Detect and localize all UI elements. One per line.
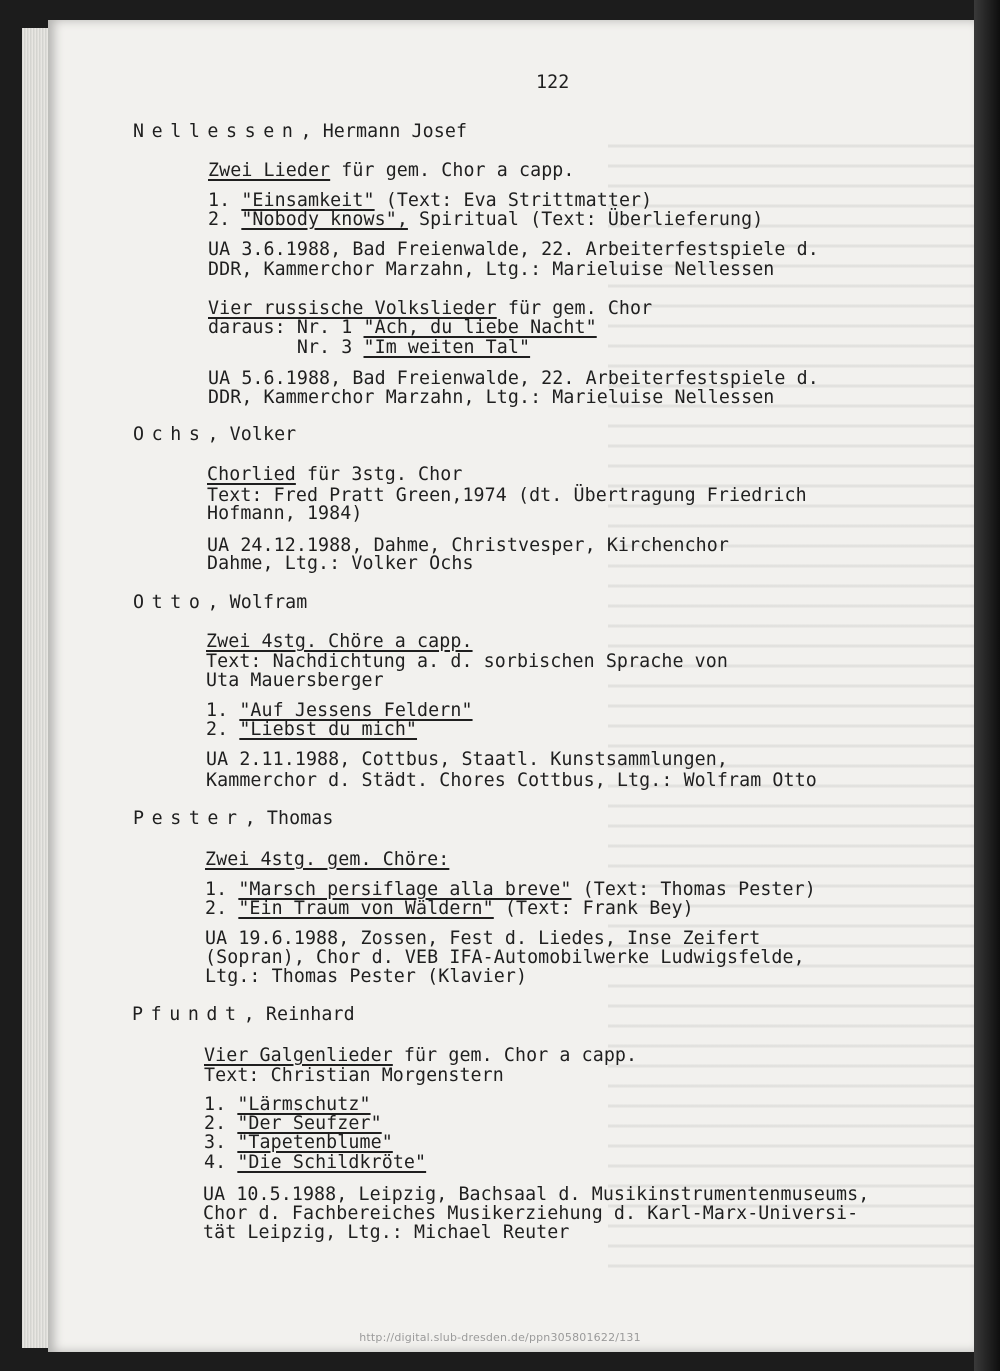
item-title: "Einsamkeit" xyxy=(241,190,375,211)
selection-title: "Ach, du liebe Nacht" xyxy=(363,317,597,338)
item-number: 1. xyxy=(205,879,228,900)
bleed-through xyxy=(608,130,1000,1280)
page-number: 122 xyxy=(536,72,570,93)
work-title: Chorlied xyxy=(207,464,296,485)
item-title: "Auf Jessens Feldern" xyxy=(239,700,473,721)
work-subtitle: für gem. Chor a capp. xyxy=(392,1045,638,1066)
item-title: "Die Schildkröte" xyxy=(237,1152,427,1173)
work-title-line xyxy=(208,161,575,181)
item-number: 1. xyxy=(206,700,229,721)
work-subtitle: für gem. Chor a capp. xyxy=(330,160,575,181)
item-number: 3. xyxy=(204,1132,227,1153)
text-credit-line: Text: Nachdichtung a. d. sorbischen Sprache von xyxy=(206,651,728,672)
premiere-line: UA 10.5.1988, Leipzig, Bachsaal d. Musikinstrumentenmuseums, xyxy=(203,1184,870,1205)
premiere-line: DDR, Kammerchor Marzahn, Ltg.: Marieluise Nellessen xyxy=(208,387,775,408)
list-item xyxy=(205,899,694,919)
work-title: Zwei Lieder xyxy=(208,160,331,181)
item-title: "Ein Traum von Wäldern" xyxy=(238,898,494,919)
composer-heading: Ochs, Volker xyxy=(133,424,297,445)
selection-line xyxy=(208,338,530,358)
composer-heading: Pester, Thomas xyxy=(133,808,334,829)
list-item xyxy=(204,1133,393,1153)
premiere-line: tät Leipzig, Ltg.: Michael Reuter xyxy=(203,1222,570,1243)
item-title: "Liebst du mich" xyxy=(239,719,418,740)
premiere-line: UA 19.6.1988, Zossen, Fest d. Liedes, Inse Zeifert xyxy=(205,928,761,949)
item-number: 1. xyxy=(208,190,231,211)
premiere-line: UA 5.6.1988, Bad Freienwalde, 22. Arbeiterfestspiele d. xyxy=(208,368,819,389)
selection-label: daraus: Nr. 1 xyxy=(208,317,364,338)
work-title: Zwei 4stg. gem. Chöre: xyxy=(205,849,450,870)
item-note: Spiritual (Text: Überlieferung) xyxy=(407,209,764,230)
list-item xyxy=(206,701,473,721)
item-number: 1. xyxy=(204,1094,227,1115)
text-credit-line: Text: Fred Pratt Green,1974 (dt. Übertragung Friedrich xyxy=(207,485,807,506)
composer-given-name: Hermann Josef xyxy=(322,121,468,142)
list-item xyxy=(208,191,652,211)
composer-surname: Pester xyxy=(133,808,245,829)
list-item xyxy=(204,1114,382,1134)
item-note: (Text: Eva Strittmatter) xyxy=(374,190,653,211)
composer-given-name: Thomas xyxy=(266,808,334,829)
item-number: 2. xyxy=(205,898,228,919)
work-subtitle: für gem. Chor xyxy=(496,298,653,319)
list-item xyxy=(204,1153,426,1173)
composer-given-name: Reinhard xyxy=(265,1004,355,1025)
source-url[interactable]: http://digital.slub-dresden.de/ppn305801622/131 xyxy=(359,1331,641,1344)
text-credit-line: Hofmann, 1984) xyxy=(207,503,363,524)
work-title: Zwei 4stg. Chöre a capp. xyxy=(206,631,473,652)
work-title-line xyxy=(206,632,473,652)
work-subtitle: für 3stg. Chor xyxy=(295,464,463,485)
item-note: (Text: Thomas Pester) xyxy=(571,879,816,900)
work-title: Vier Galgenlieder xyxy=(204,1045,393,1066)
work-title-line xyxy=(204,1046,637,1066)
list-item xyxy=(205,880,816,900)
premiere-line: Ltg.: Thomas Pester (Klavier) xyxy=(205,966,528,987)
composer-heading: Nellessen, Hermann Josef xyxy=(133,121,468,142)
item-title: "Marsch persiflage alla breve" xyxy=(238,879,572,900)
work-title: Vier russische Volkslieder xyxy=(208,298,497,319)
composer-surname: Nellessen xyxy=(133,121,301,142)
item-title: "Nobody knows", xyxy=(241,209,408,230)
text-credit-line: Text: Christian Morgenstern xyxy=(204,1065,504,1086)
composer-given-name: Volker xyxy=(229,424,297,445)
premiere-line: UA 3.6.1988, Bad Freienwalde, 22. Arbeiterfestspiele d. xyxy=(208,239,819,260)
selection-label: Nr. 3 xyxy=(208,337,364,358)
work-title-line xyxy=(205,850,449,870)
work-title-line xyxy=(208,299,652,319)
premiere-line: DDR, Kammerchor Marzahn, Ltg.: Marieluise Nellessen xyxy=(208,259,775,280)
list-item xyxy=(204,1095,371,1115)
list-item xyxy=(208,210,763,230)
item-number: 2. xyxy=(206,719,229,740)
composer-heading: Pfundt, Reinhard xyxy=(132,1004,355,1025)
text-credit-line: Uta Mauersberger xyxy=(206,670,384,691)
composer-surname: Ochs xyxy=(133,424,208,445)
composer-surname: Pfundt xyxy=(132,1004,244,1025)
premiere-line: UA 24.12.1988, Dahme, Christvesper, Kirchenchor xyxy=(207,535,729,556)
premiere-line: UA 2.11.1988, Cottbus, Staatl. Kunstsammlungen, xyxy=(206,749,728,770)
premiere-line: (Sopran), Chor d. VEB IFA-Automobilwerke Ludwigsfelde, xyxy=(205,947,805,968)
premiere-line: Kammerchor d. Städt. Chores Cottbus, Ltg.: Wolfram Otto xyxy=(206,770,817,791)
item-number: 2. xyxy=(208,209,231,230)
selection-title: "Im weiten Tal" xyxy=(363,337,531,358)
item-note: (Text: Frank Bey) xyxy=(493,898,694,919)
work-title-line xyxy=(207,465,462,485)
scan-border xyxy=(974,0,1000,1371)
item-number: 4. xyxy=(204,1152,227,1173)
item-title: "Lärmschutz" xyxy=(237,1094,371,1115)
item-number: 2. xyxy=(204,1113,227,1134)
item-title: "Tapetenblume" xyxy=(237,1132,393,1153)
composer-surname: Otto xyxy=(133,592,208,613)
premiere-line: Chor d. Fachbereiches Musikerziehung d. Karl-Marx-Universi- xyxy=(203,1203,859,1224)
list-item xyxy=(206,720,417,740)
composer-given-name: Wolfram xyxy=(229,592,308,613)
premiere-line: Dahme, Ltg.: Volker Ochs xyxy=(207,553,474,574)
selection-line xyxy=(208,318,597,338)
item-title: "Der Seufzer" xyxy=(237,1113,382,1134)
composer-heading: Otto, Wolfram xyxy=(133,592,308,613)
